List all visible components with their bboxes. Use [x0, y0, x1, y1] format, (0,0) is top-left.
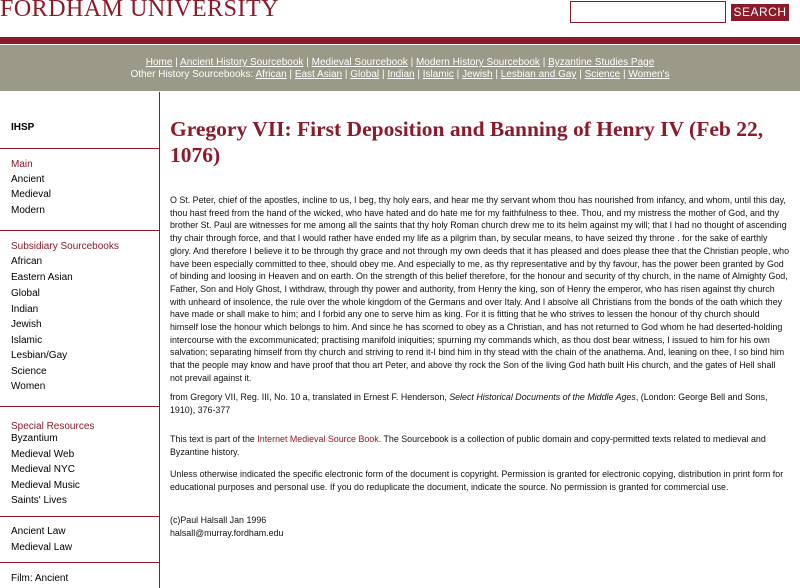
nav-separator: |	[622, 69, 629, 80]
nav-link-east-asian[interactable]: East Asian	[294, 69, 343, 80]
nav-link-medieval-sourcebook[interactable]: Medieval Sourcebook	[311, 57, 408, 68]
nav-link-jewish[interactable]: Jewish	[462, 69, 493, 80]
sidebar-divider	[0, 230, 159, 231]
sidebar-divider	[0, 516, 159, 517]
nav-link-byzantine-studies[interactable]: Byzantine Studies Page	[548, 57, 655, 68]
site-header	[0, 0, 800, 38]
sidebar-item-jewish[interactable]: Jewish	[11, 319, 42, 330]
nav-link-global[interactable]: Global	[350, 69, 380, 80]
nav-link-womens[interactable]: Women's	[628, 69, 670, 80]
nav-separator: |	[495, 69, 501, 80]
sidebar-item-medieval-nyc[interactable]: Medieval NYC	[11, 464, 75, 475]
nav-row-other-sourcebooks	[0, 69, 800, 80]
nav-separator: |	[344, 69, 351, 80]
sidebar-item-medieval-law[interactable]: Medieval Law	[11, 542, 73, 553]
sidebar-item-islamic[interactable]: Islamic	[11, 335, 43, 346]
nav-separator: |	[542, 57, 549, 68]
sidebar-item-medieval[interactable]: Medieval	[11, 189, 52, 200]
citation	[170, 391, 790, 416]
page-title: Gregory VII: First Deposition and Banning of Henry IV (Feb 22, 1076)	[170, 117, 764, 167]
nav-separator: |	[579, 69, 585, 80]
nav-link-ancient-sourcebook[interactable]: Ancient History Sourcebook	[180, 57, 304, 68]
copyright-notice: Unless otherwise indicated the specific electronic form of the document is copyright. Permission is granted for electronic copying, distribution in print form for educational purposes and personal use. If you do reduplicate the document, indicate the source. No permission is granted for commercial use.	[170, 469, 784, 492]
sidebar-item-saints-lives[interactable]: Saints' Lives	[11, 495, 67, 506]
sidebar-divider	[0, 148, 159, 149]
sidebar-item-indian[interactable]: Indian	[11, 304, 39, 315]
nav-separator: |	[381, 69, 388, 80]
search-button[interactable]: SEARCH	[731, 4, 789, 21]
nav-bar	[0, 44, 800, 91]
sidebar-item-modern[interactable]: Modern	[11, 205, 45, 216]
sidebar-heading-subsidiary: Subsidiary Sourcebooks	[11, 241, 119, 252]
sourcebook-note-rest: . The Sourcebook is a collection of public domain and copy-permitted texts related to medieval and Byzantine history.	[170, 434, 766, 457]
nav-link-lesbian-gay[interactable]: Lesbian and Gay	[500, 69, 577, 80]
nav-separator: |	[417, 69, 423, 80]
nav-link-modern-sourcebook[interactable]: Modern History Sourcebook	[415, 57, 540, 68]
nav-separator: |	[175, 57, 181, 68]
nav-separator: |	[410, 57, 416, 68]
sidebar-item-global[interactable]: Global	[11, 288, 40, 299]
sidebar-item-ancient[interactable]: Ancient	[11, 174, 45, 185]
nav-link-science[interactable]: Science	[584, 69, 621, 80]
nav-separator: |	[306, 57, 312, 68]
citation-book-title: Select Historical Documents of the Middle Ages	[449, 392, 636, 402]
document-body: O St. Peter, chief of the apostles, incline to us, I beg, thy holy ears, and hear me thy servant whom thou has nourished from infancy, and whom, until this day, thou hast freed from the hand of the wicked, who have hated and do hate me for my faithfulness to thee. Thou, and my mistress the mother of God, and thy brother St. Paul are witnesses for me among all the saints that thy holy Roman church drew me to its helm against my will; that I had no thought of ascending thy chair through force, and that I would rather have ended my life as a pilgrim than, by secular means, to have seized thy throne . for the sake of earthly glory. And therefore I believe it to be through thy grace and not through my own deeds that it has pleased and does please thee that the Christian people, who have been especially committed to thee, should obey me. And especially to me, as thy representative and by thy favour, has the power been granted by God of binding and loosing in Heaven and on earth. On the strength of this belief therefore, for the honour and security of thy church, in the name of Almighty God, Father, Son and Holy Ghost, I withdraw, through thy power and authority, from Henry the king, son of Henry the emperor, who has risen against thy church with unheard of insolence, the rule over the whole kingdom of the Germans and over Italy. And I absolve all Christians from the bonds of the oath which they have made or shall make to him; and I forbid any one to serve him as king. For it is fitting that he who strives to lessen the honour of thy church should himself lose the honour which belongs to him. And since he has scorned to obey as a Christian, and has not returned to God whom he had deserted-holding intercourse with the excommunicated; practising manifold iniquities; spurning my commands which, as thou dost bear witness, I issued to him for his own salvation; separating himself from thy church and striving to rend it-I bind him in thy stead with the chain of the anathema. And, leaning on thee, I so bind him that the people may know and have proof that thou art Peter, and above thy rock the Son of the living God hath built His church, and the gates of Hell shall not prevail against it.	[170, 195, 790, 383]
nav-other-label: Other History Sourcebooks:	[130, 69, 254, 80]
header-divider	[0, 37, 800, 44]
sidebar-heading-special: Special Resources	[11, 421, 95, 432]
medieval-sourcebook-link[interactable]: Internet Medieval Source Book	[257, 434, 379, 444]
sidebar-item-eastern-asian[interactable]: Eastern Asian	[11, 272, 73, 283]
sidebar	[0, 92, 160, 588]
sidebar-divider	[0, 562, 159, 563]
sidebar-item-ihsp[interactable]: IHSP	[11, 122, 35, 133]
sourcebook-note-text: This text is part of the	[170, 434, 258, 444]
nav-link-indian[interactable]: Indian	[387, 69, 415, 80]
sidebar-item-women[interactable]: Women	[11, 381, 46, 392]
sidebar-divider	[0, 406, 159, 407]
citation-publisher: , (London: George Bell and Sons, 1910), 376-377	[170, 392, 768, 415]
sidebar-item-lesbian-gay[interactable]: Lesbian/Gay	[11, 350, 68, 361]
sidebar-item-byzantium[interactable]: Byzantium	[11, 433, 58, 444]
search-input[interactable]	[570, 1, 726, 23]
nav-separator: |	[456, 69, 463, 80]
nav-separator: |	[289, 69, 295, 80]
sidebar-item-ancient-law[interactable]: Ancient Law	[11, 526, 66, 537]
author-credit: (c)Paul Halsall Jan 1996	[170, 515, 267, 525]
sidebar-item-science[interactable]: Science	[11, 366, 47, 377]
nav-row-primary	[0, 57, 800, 68]
citation-text: from Gregory VII, Reg. III, No. 10 a, translated in Ernest F. Henderson,	[170, 392, 450, 402]
sidebar-item-film-ancient[interactable]: Film: Ancient	[11, 573, 69, 584]
sidebar-item-medieval-web[interactable]: Medieval Web	[11, 449, 75, 460]
sourcebook-note	[170, 433, 790, 458]
sidebar-item-medieval-music[interactable]: Medieval Music	[11, 480, 80, 491]
sidebar-heading-main: Main	[11, 159, 33, 170]
nav-link-islamic[interactable]: Islamic	[422, 69, 454, 80]
author-email[interactable]: halsall@murray.fordham.edu	[170, 528, 284, 538]
sidebar-item-african[interactable]: African	[11, 256, 43, 267]
nav-link-african[interactable]: African	[255, 69, 287, 80]
university-logo[interactable]: FORDHAM UNIVERSITY	[0, 0, 280, 22]
nav-link-home[interactable]: Home	[145, 57, 173, 68]
